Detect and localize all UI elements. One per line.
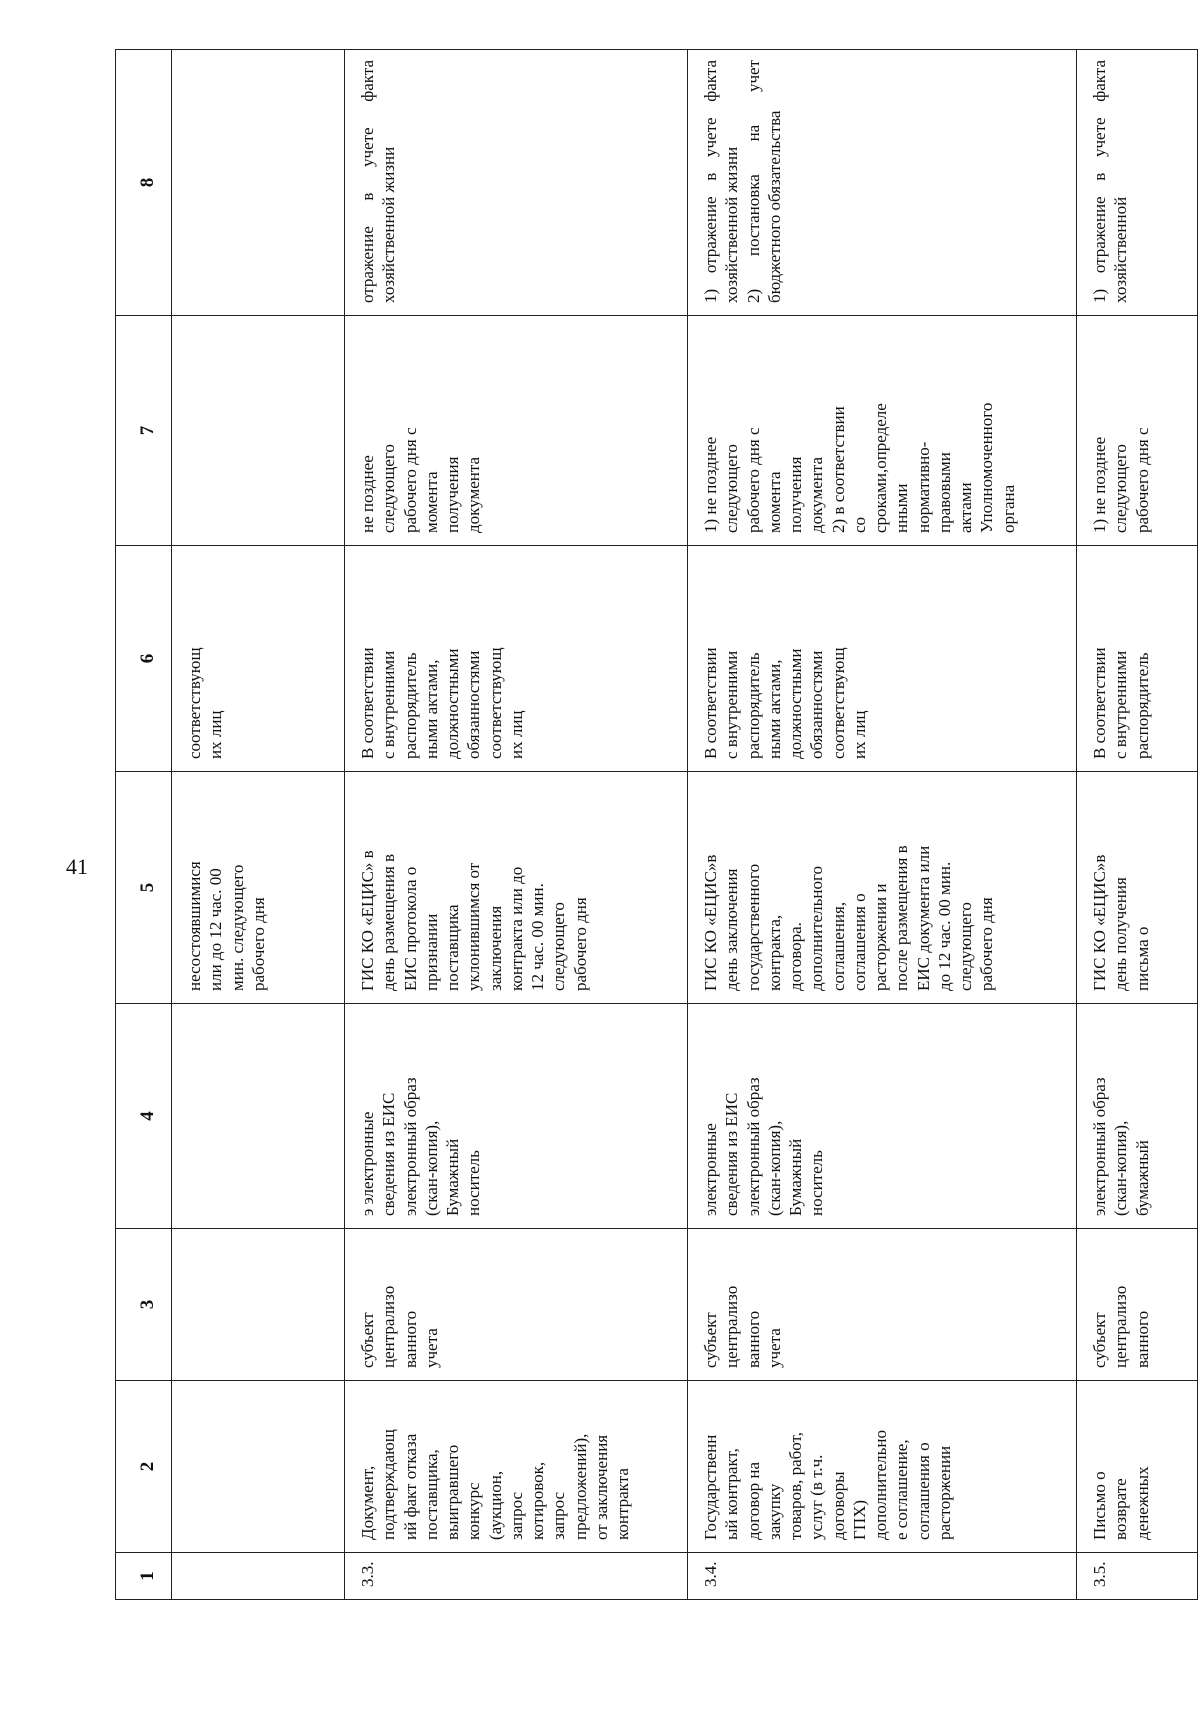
responsible-cell: В соответствии с внутренними распорядитель xyxy=(1077,546,1198,772)
submission-deadline-cell: 1) не позднее следующего рабочего дня с xyxy=(1077,316,1198,546)
submission-deadline-cell: 1) не позднее следующего рабочего дня с момента получения документа 2) в соответствии со сроками,определе нными нормативно- правовыми актами Уполномоченного органа xyxy=(688,316,1077,546)
table-row-3-3 xyxy=(345,50,688,1600)
page-number: 41 xyxy=(66,854,88,879)
header-cell-4: 4 xyxy=(116,1004,172,1229)
subject-cell: субъект централизо ванного xyxy=(1077,1229,1198,1381)
responsible-cell: В соответствии с внутренними распорядитель ными актами, должностными обязанностями соответствующ их лиц xyxy=(345,546,688,772)
header-cell-7: 7 xyxy=(116,316,172,546)
row-number-cell: 3.3. xyxy=(345,1553,688,1600)
subject-cell: субъект централизо ванного учета xyxy=(688,1229,1077,1381)
document-cell: Письмо о возврате денежных xyxy=(1077,1381,1198,1553)
responsible-cell: В соответствии с внутренними распорядитель ными актами, должностными обязанностями соответствующ их лиц xyxy=(688,546,1077,772)
action-cell xyxy=(172,50,345,316)
table-row-3-4 xyxy=(688,50,1077,1600)
gis-deadline-cell: несостоявшимися или до 12 час. 00 мин. следующего рабочего дня xyxy=(172,772,345,1004)
header-row xyxy=(116,50,172,1600)
gis-deadline-cell: ГИС КО «ЕЦИС»в день получения письма о xyxy=(1077,772,1198,1004)
gis-deadline-cell: ГИС КО «ЕЦИС»в день заключения государственного контракта, договора. дополнительного соглашения, соглашения о расторжении и после размещения в ЕИС документа или до 12 час. 00 мин. следующего рабочего дня xyxy=(688,772,1077,1004)
action-cell: отражение в учете факта хозяйственной жизни xyxy=(345,50,688,316)
document-cell xyxy=(172,1381,345,1553)
form-cell: электронный образ (скан-копия), бумажный xyxy=(1077,1004,1198,1229)
row-number-cell: 3.4. xyxy=(688,1553,1077,1600)
header-cell-2: 2 xyxy=(116,1381,172,1553)
table-row-continuation xyxy=(172,50,345,1600)
form-cell xyxy=(172,1004,345,1229)
submission-deadline-cell xyxy=(172,316,345,546)
subject-cell xyxy=(172,1229,345,1381)
responsible-cell: соответствующ их лиц xyxy=(172,546,345,772)
document-table xyxy=(115,49,1198,1600)
header-cell-5: 5 xyxy=(116,772,172,1004)
document-cell: Документ, подтверждающ ий факт отказа поставщика, выигравшего конкурс (аукцион, запрос котировок, запрос предложений), от заключения контракта xyxy=(345,1381,688,1553)
row-number-cell xyxy=(172,1553,345,1600)
rotated-table-container xyxy=(115,50,1152,1600)
form-cell: э электронные сведения из ЕИС электронный образ (скан-копия), Бумажный носитель xyxy=(345,1004,688,1229)
table-row-3-5 xyxy=(1077,50,1198,1600)
row-number-cell: 3.5. xyxy=(1077,1553,1198,1600)
header-cell-6: 6 xyxy=(116,546,172,772)
gis-deadline-cell: ГИС КО «ЕЦИС» в день размещения в ЕИС протокола о признании поставщика уклонившимся от заключения контракта или до 12 час. 00 мин. следующего рабочего дня xyxy=(345,772,688,1004)
header-cell-1: 1 xyxy=(116,1553,172,1600)
submission-deadline-cell: не позднее следующего рабочего дня с момента получения документа xyxy=(345,316,688,546)
form-cell: электронные сведения из ЕИС электронный образ (скан-копия), Бумажный носитель xyxy=(688,1004,1077,1229)
header-cell-3: 3 xyxy=(116,1229,172,1381)
action-cell: 1) отражение в учете факта хозяйственной xyxy=(1077,50,1198,316)
action-cell: 1) отражение в учете факта хозяйственной жизни 2) постановка на учет бюджетного обязательства xyxy=(688,50,1077,316)
subject-cell: субъект централизо ванного учета xyxy=(345,1229,688,1381)
header-cell-8: 8 xyxy=(116,50,172,316)
document-cell: Государственн ый контракт, договор на закупку товаров, работ, услуг (в т.ч. договоры ГПХ) дополнительно е соглашение, соглашения о расторжении xyxy=(688,1381,1077,1553)
